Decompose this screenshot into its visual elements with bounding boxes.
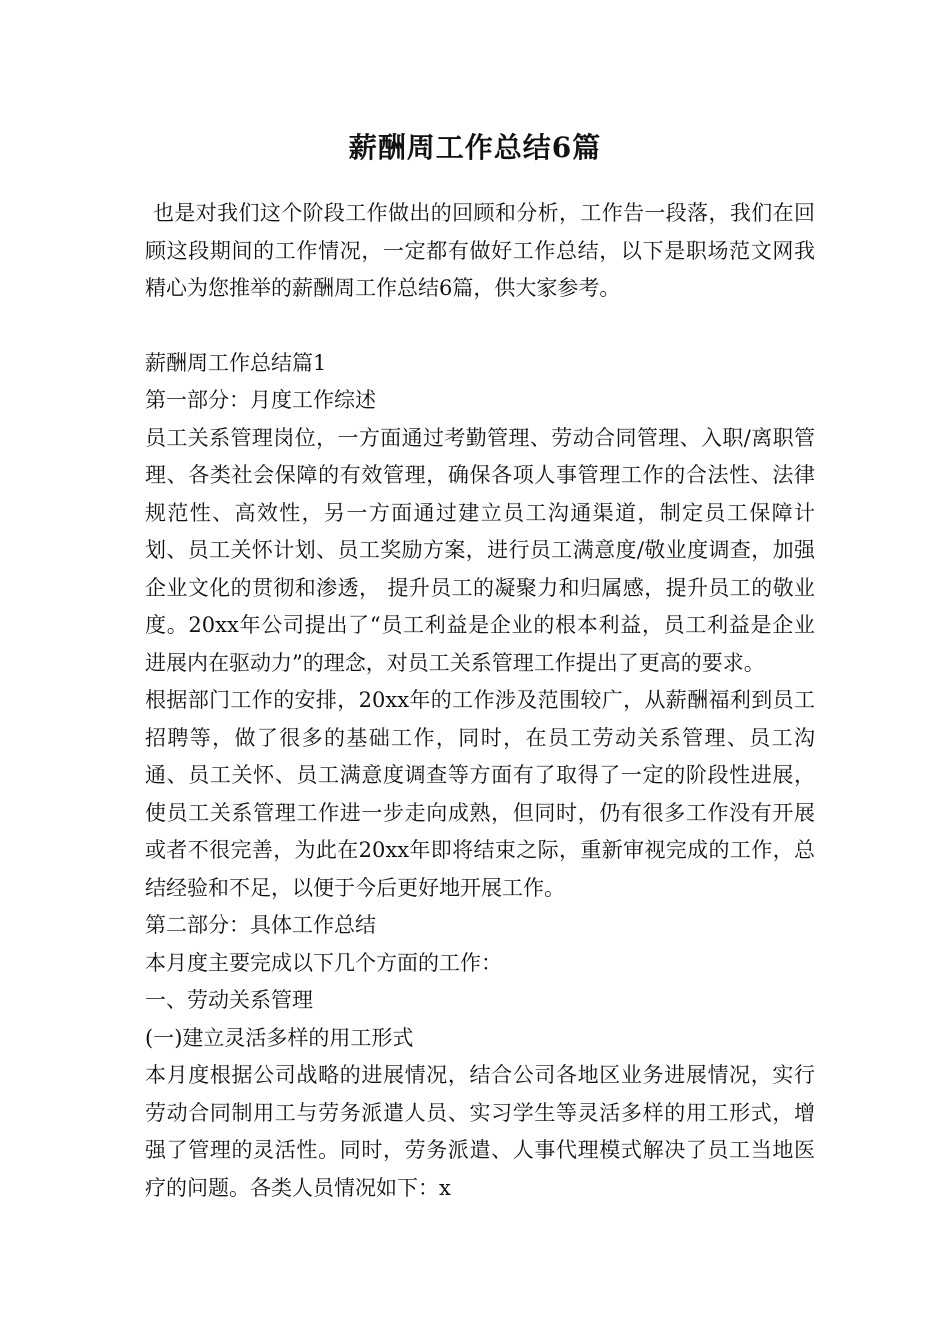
section-title: 薪酬周工作总结篇1: [145, 350, 327, 375]
body-paragraph: 本月度根据公司战略的进展情况，结合公司各地区业务进展情况，实行劳动合同制用工与劳务派遣人员、实习学生等灵活多样的用工形式，增强了管理的灵活性。同时，劳务派遣、人事代理模式解决了员工当地医疗的问题。各类人员情况如下：x: [145, 1063, 815, 1200]
document-title: 薪酬周工作总结6篇: [348, 131, 602, 164]
document-body: [145, 195, 815, 1207]
part-two-heading: 第二部分：具体工作总结: [145, 913, 376, 937]
part-one-heading: 第一部分：月度工作综述: [145, 388, 376, 412]
body-paragraph: 根据部门工作的安排，20xx年的工作涉及范围较广，从薪酬福利到员工招聘等，做了很多的基础工作，同时，在员工劳动关系管理、员工沟通、员工关怀、员工满意度调查等方面有了取得了一定的阶段性进展，使员工关系管理工作进一步走向成熟，但同时，仍有很多工作没有开展或者不很完善，为此在20xx年即将结束之际，重新审视完成的工作，总结经验和不足，以便于今后更好地开展工作。: [145, 688, 815, 900]
body-line: 本月度主要完成以下几个方面的工作：: [145, 950, 502, 975]
paragraph-gap: [145, 308, 815, 345]
subheading: 一、劳动关系管理: [145, 988, 313, 1012]
intro-paragraph: 也是对我们这个阶段工作做出的回顾和分析，工作告一段落，我们在回顾这段期间的工作情况，一定都有做好工作总结，以下是职场范文网我精心为您推举的薪酬周工作总结6篇，供大家参考。: [145, 201, 815, 300]
body-paragraph: 员工关系管理岗位，一方面通过考勤管理、劳动合同管理、入职/离职管理、各类社会保障的有效管理，确保各项人事管理工作的合法性、法律规范性、高效性，另一方面通过建立员工沟通渠道，制定员工保障计划、员工关怀计划、员工奖励方案，进行员工满意度/敬业度调查，加强企业文化的贯彻和渗透， 提升员工的凝聚力和归属感，提升员工的敬业度。20xx年公司提出了“员工利益是企业的根本利益，员工利益是企业进展内在驱动力”的理念，对员工关系管理工作提出了更高的要求。: [145, 425, 815, 675]
subheading: (一)建立灵活多样的用工形式: [145, 1025, 414, 1050]
